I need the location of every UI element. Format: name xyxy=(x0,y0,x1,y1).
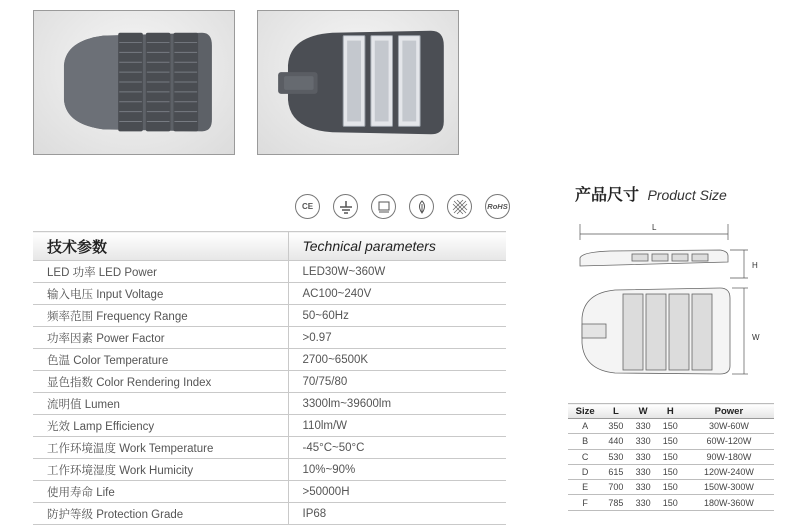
size-cell: 330 xyxy=(630,464,657,479)
product-photo-back xyxy=(33,10,235,155)
size-cell: A xyxy=(568,419,602,434)
size-cell: 150 xyxy=(657,480,684,495)
size-row xyxy=(568,449,774,464)
spec-value: 3300lm~39600lm xyxy=(288,393,506,415)
ce-mark-icon xyxy=(295,194,320,219)
size-cell: 350 xyxy=(602,419,629,434)
size-cell: 330 xyxy=(630,495,657,510)
length-label: L xyxy=(652,223,657,232)
size-cell: 700 xyxy=(602,480,629,495)
spec-row xyxy=(33,437,506,459)
size-cell: F xyxy=(568,495,602,510)
spec-header-en: Technical parameters xyxy=(288,232,506,261)
spec-value: 2700~6500K xyxy=(288,349,506,371)
street-light-back-image xyxy=(34,11,234,154)
spec-row xyxy=(33,261,506,283)
dimension-drawing xyxy=(570,218,770,388)
ground-symbol-icon xyxy=(333,194,358,219)
size-row xyxy=(568,495,774,510)
size-cell: 150 xyxy=(657,495,684,510)
size-cell: 30W-60W xyxy=(684,419,774,434)
spec-row xyxy=(33,503,506,525)
product-size-title-en: Product Size xyxy=(647,187,727,203)
spec-value: 10%~90% xyxy=(288,459,506,481)
size-cell: 530 xyxy=(602,449,629,464)
size-row xyxy=(568,419,774,434)
size-row xyxy=(568,464,774,479)
spec-name: 使用寿命 Life xyxy=(33,481,288,503)
certification-icons xyxy=(295,194,510,222)
spec-name: 防护等级 Protection Grade xyxy=(33,503,288,525)
size-cell: 150W-300W xyxy=(684,480,774,495)
spec-value: IP68 xyxy=(288,503,506,525)
product-size-table xyxy=(568,403,774,511)
spec-name: 色温 Color Temperature xyxy=(33,349,288,371)
spec-row xyxy=(33,481,506,503)
size-cell: D xyxy=(568,464,602,479)
spec-header-row xyxy=(33,232,506,261)
size-cell: 150 xyxy=(657,464,684,479)
size-row xyxy=(568,434,774,449)
size-col-header: L xyxy=(602,404,629,419)
spec-value: LED30W~360W xyxy=(288,261,506,283)
size-cell: 615 xyxy=(602,464,629,479)
spec-name: LED 功率 LED Power xyxy=(33,261,288,283)
spec-row xyxy=(33,371,506,393)
mesh-cert-icon xyxy=(447,194,472,219)
size-cell: 150 xyxy=(657,434,684,449)
spec-value: 50~60Hz xyxy=(288,305,506,327)
spec-value: -45°C~50°C xyxy=(288,437,506,459)
size-row xyxy=(568,480,774,495)
width-label: W xyxy=(752,333,760,342)
street-light-front-image xyxy=(258,11,458,154)
spec-row xyxy=(33,349,506,371)
spec-row xyxy=(33,459,506,481)
ce-label: CE xyxy=(301,202,314,211)
size-cell: C xyxy=(568,449,602,464)
spec-name: 功率因素 Power Factor xyxy=(33,327,288,349)
size-cell: 785 xyxy=(602,495,629,510)
size-cell: 150 xyxy=(657,419,684,434)
size-cell: E xyxy=(568,480,602,495)
spec-name: 光效 Lamp Efficiency xyxy=(33,415,288,437)
spec-value: 110lm/W xyxy=(288,415,506,437)
spec-name: 工作环境湿度 Work Humicity xyxy=(33,459,288,481)
spec-row xyxy=(33,327,506,349)
size-cell: 120W-240W xyxy=(684,464,774,479)
spec-value: >50000H xyxy=(288,481,506,503)
product-size-title xyxy=(575,182,727,205)
spec-value: >0.97 xyxy=(288,327,506,349)
size-cell: 330 xyxy=(630,449,657,464)
size-col-header: W xyxy=(630,404,657,419)
product-size-title-cn: 产品尺寸 xyxy=(575,187,640,204)
spec-name: 工作环境温度 Work Temperature xyxy=(33,437,288,459)
size-cell: 180W-360W xyxy=(684,495,774,510)
size-cell: 90W-180W xyxy=(684,449,774,464)
spec-name: 流明值 Lumen xyxy=(33,393,288,415)
spec-row xyxy=(33,415,506,437)
size-cell: 60W-120W xyxy=(684,434,774,449)
spec-name: 显色指数 Color Rendering Index xyxy=(33,371,288,393)
spec-value: AC100~240V xyxy=(288,283,506,305)
spec-name: 输入电压 Input Voltage xyxy=(33,283,288,305)
height-label: H xyxy=(752,261,758,270)
spec-header-cn: 技术参数 xyxy=(33,232,288,261)
size-cell: B xyxy=(568,434,602,449)
eco-cert-icon xyxy=(409,194,434,219)
rohs-icon xyxy=(485,194,510,219)
technical-parameters-table xyxy=(33,231,506,525)
product-photo-front xyxy=(257,10,459,155)
size-col-header: Size xyxy=(568,404,602,419)
spec-name: 频率范围 Frequency Range xyxy=(33,305,288,327)
size-header-row xyxy=(568,404,774,419)
size-cell: 440 xyxy=(602,434,629,449)
size-cell: 150 xyxy=(657,449,684,464)
spec-row xyxy=(33,283,506,305)
spec-value: 70/75/80 xyxy=(288,371,506,393)
spec-row xyxy=(33,305,506,327)
energy-cert-icon xyxy=(371,194,396,219)
size-cell: 330 xyxy=(630,480,657,495)
spec-row xyxy=(33,393,506,415)
rohs-label: RoHS xyxy=(487,202,508,211)
size-cell: 330 xyxy=(630,434,657,449)
size-col-header: Power xyxy=(684,404,774,419)
size-col-header: H xyxy=(657,404,684,419)
size-cell: 330 xyxy=(630,419,657,434)
